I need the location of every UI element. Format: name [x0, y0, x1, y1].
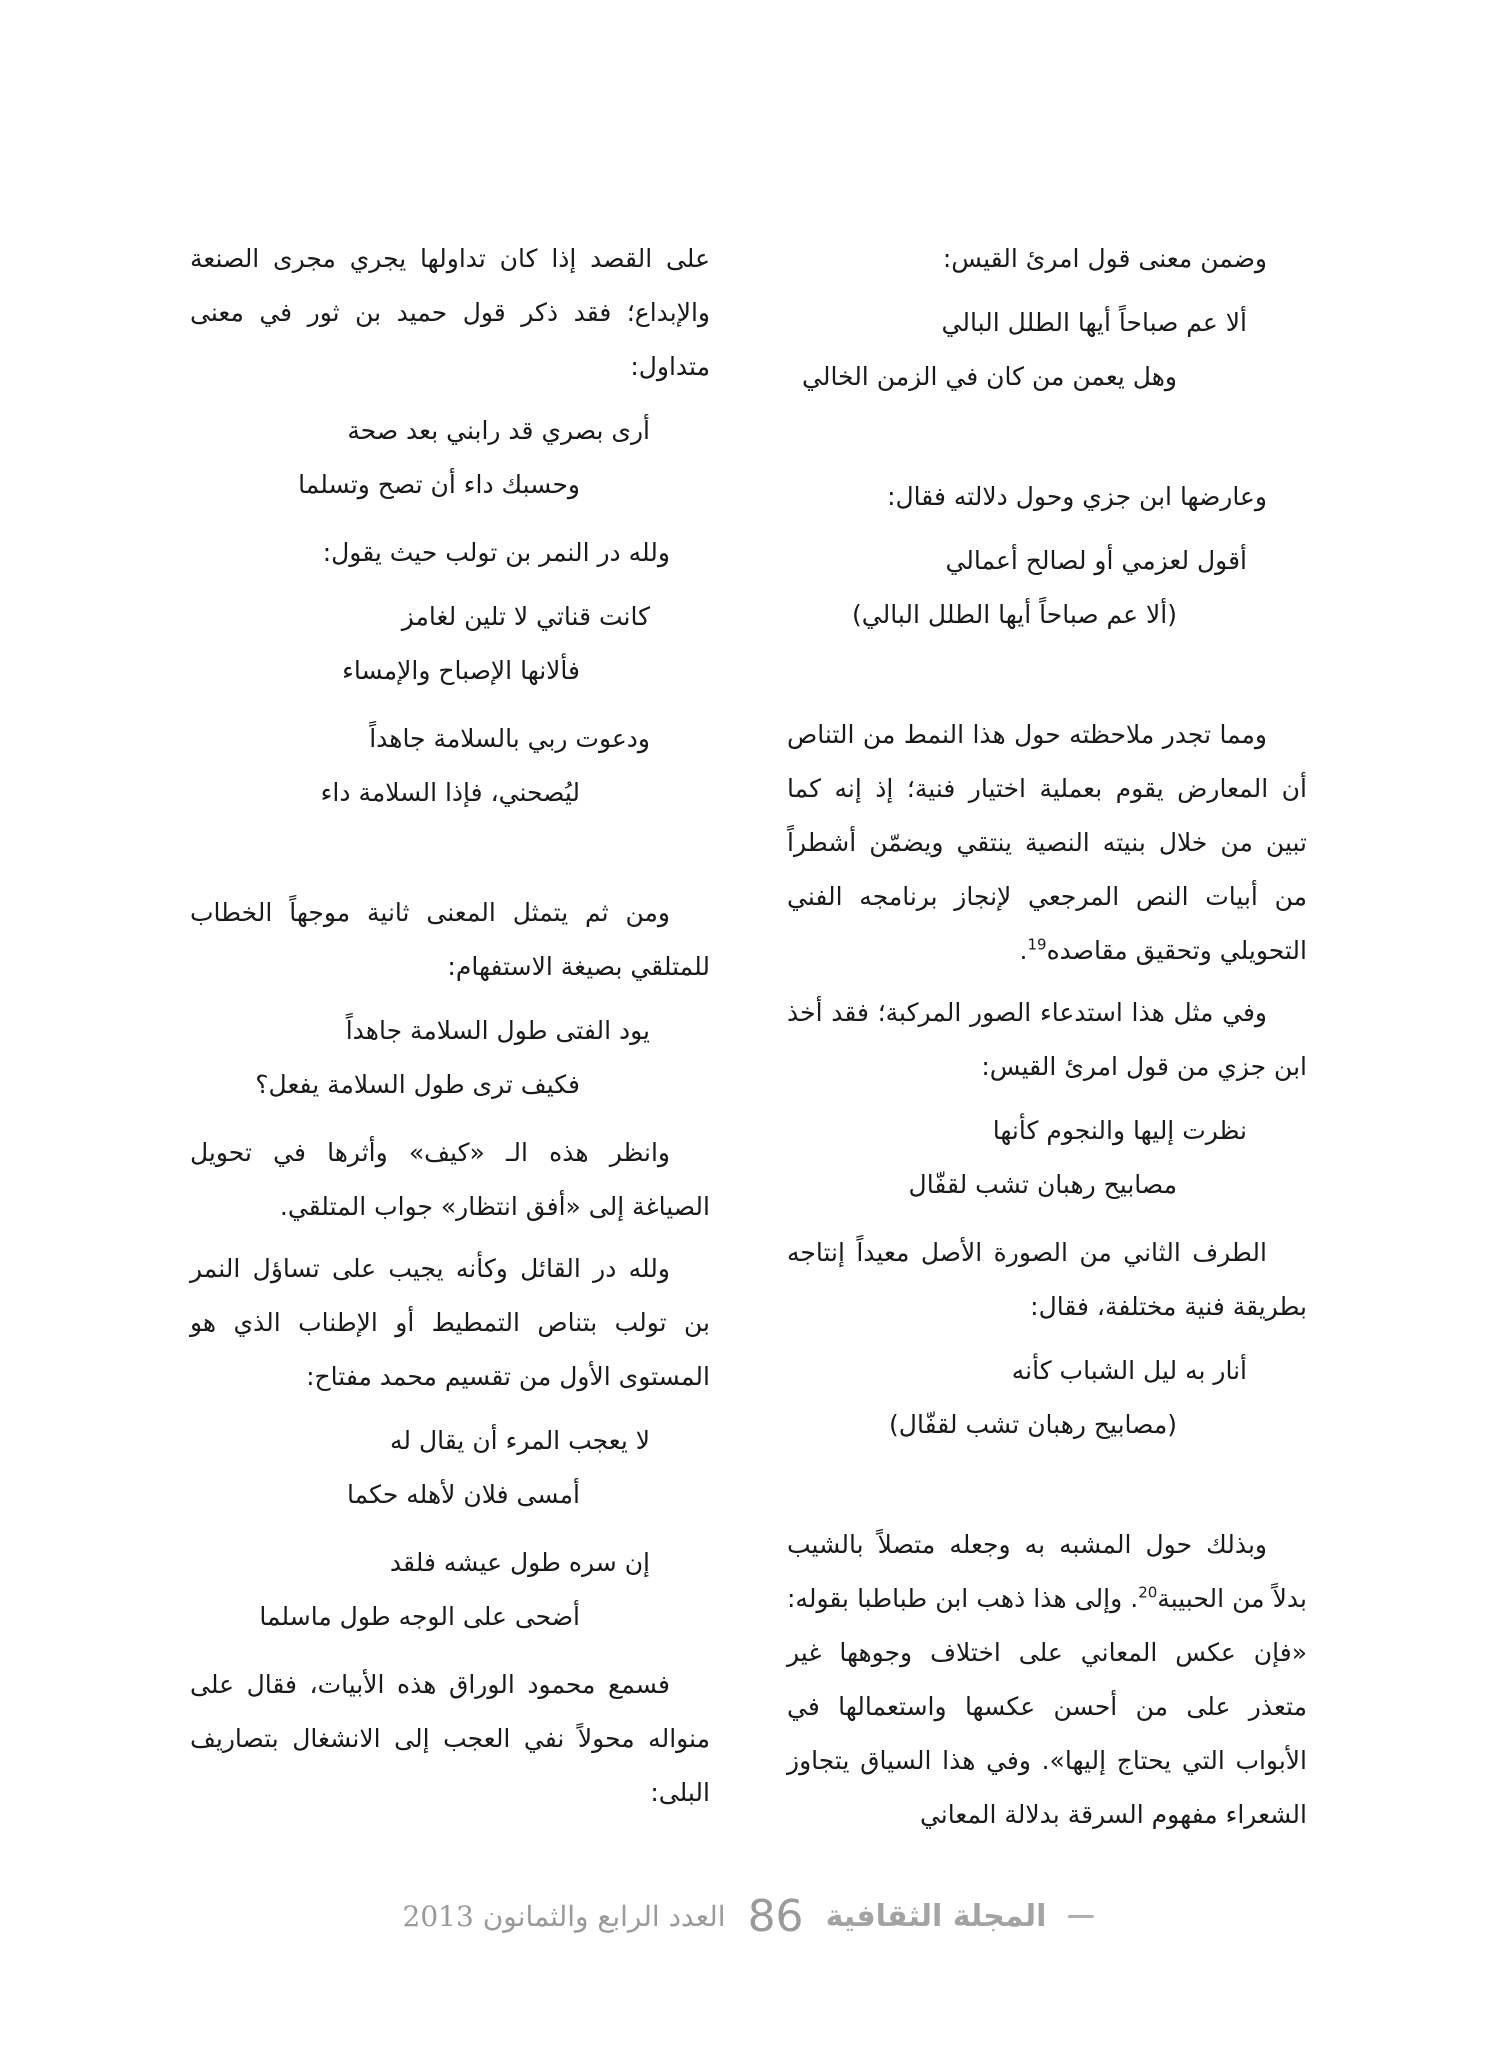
paragraph-end: .	[1019, 936, 1028, 965]
paragraph: وفي مثل هذا استدعاء الصور المركبة؛ فقد أخذ ابن جزي من قول امرئ القيس:	[787, 998, 1307, 1081]
verse-line: ودعوت ربي بالسلامة جاهداً	[369, 724, 650, 753]
footnote-ref: 20	[1138, 1583, 1158, 1602]
verse-line: إن سره طول عيشه فلقد	[389, 1548, 650, 1577]
paragraph-text: وبذلك حول المشبه به وجعله متصلاً بالشيب بدلاً من الحبيبة	[787, 1530, 1308, 1613]
verse-line: (مصابيح رهبان تشب لقفّال)	[889, 1410, 1177, 1439]
verse-line: أنار به ليل الشباب كأنه	[1011, 1356, 1247, 1385]
verse-line: ألا عم صباحاً أيها الطلل البالي	[941, 308, 1247, 337]
page-number: 86	[747, 1890, 804, 1942]
verse	[787, 296, 1307, 404]
paragraph-text: ومما تجدر ملاحظته حول هذا النمط من التناص أن المعارض يقوم بعملية اختيار فنية؛ إذ إنه كما تبين من خلال بنيته النصية ينتقي ويضمّن أشطراً من أبيات النص المرجعي لإنجاز برنامجه الفني التحويلي وتحقيق مقاصده	[787, 720, 1307, 965]
paragraph-text: . وإلى هذا ذهب ابن طباطبا بقوله: «فإن عكس المعاني على اختلاف وجوهها غير متعذر على من أحسن عكسها واستعمالها في الأبواب التي يحتاج إليها». وفي هذا السياق يتجاوز الشعراء مفهوم السرقة بدلالة المعاني	[787, 1584, 1307, 1829]
verse-line: كانت قناتي لا تلين لغامز	[401, 602, 650, 631]
verse-line: أضحى على الوجه طول ماسلما	[259, 1602, 580, 1631]
verse-line: يود الفتى طول السلامة جاهداً	[345, 1016, 650, 1045]
page-footer	[0, 1888, 1497, 1944]
verse-line: لا يعجب المرء أن يقال له	[390, 1426, 650, 1455]
verse	[190, 712, 710, 820]
verse	[190, 590, 710, 698]
paragraph	[787, 708, 1307, 978]
verse	[787, 1344, 1307, 1452]
paragraph	[787, 1518, 1307, 1842]
paragraph: الطرف الثاني من الصورة الأصل معيداً إنتاجه بطريقة فنية مختلفة، فقال:	[787, 1238, 1307, 1321]
verse-line: وهل يعمن من كان في الزمن الخالي	[801, 362, 1177, 391]
verse-line: (ألا عم صباحاً أيها الطلل البالي)	[852, 600, 1177, 629]
verse-line: أرى بصري قد رابني بعد صحة	[347, 416, 650, 445]
paragraph: على القصد إذا كان تداولها يجري مجرى الصنعة والإبداع؛ فقد ذكر قول حميد بن ثور في معنى متداول:	[190, 244, 710, 381]
verse	[190, 1536, 710, 1644]
verse-line: فكيف ترى طول السلامة يفعل؟	[255, 1070, 580, 1099]
verse-line: فألانها الإصباح والإمساء	[342, 656, 580, 685]
verse	[190, 1414, 710, 1522]
verse-line: ليُصحني، فإذا السلامة داء	[320, 778, 580, 807]
verse-line: نظرت إليها والنجوم كأنها	[992, 1116, 1247, 1145]
verse	[190, 404, 710, 512]
paragraph: وعارضها ابن جزي وحول دلالته فقال:	[887, 482, 1267, 511]
verse-line: أمسى فلان لأهله حكما	[347, 1480, 580, 1509]
footnote-ref: 19	[1027, 935, 1047, 954]
paragraph: ومن ثم يتمثل المعنى ثانية موجهاً الخطاب للمتلقي بصيغة الاستفهام:	[190, 898, 710, 981]
verse	[787, 534, 1307, 642]
verse-line: وحسبك داء أن تصح وتسلما	[298, 470, 580, 499]
paragraph: وانظر هذه الـ «كيف» وأثرها في تحويل الصياغة إلى «أفق انتظار» جواب المتلقي.	[190, 1138, 710, 1221]
left-column	[190, 232, 710, 1828]
paragraph: وضمن معنى قول امرئ القيس:	[942, 244, 1267, 273]
paragraph: فسمع محمود الوراق هذه الأبيات، فقال على منواله محولاً نفي العجب إلى الانشغال بتصاريف البلى:	[190, 1670, 710, 1807]
paragraph: ولله در القائل وكأنه يجيب على تساؤل النمر بن تولب بتناص التمطيط أو الإطناب الذي هو المستوى الأول من تقسيم محمد مفتاح:	[190, 1254, 710, 1391]
verse-line: مصابيح رهبان تشب لقفّال	[908, 1170, 1177, 1199]
ornament-icon	[1068, 1915, 1094, 1918]
issue-label: العدد الرابع والثمانون 2013	[402, 1899, 726, 1933]
paragraph: ولله در النمر بن تولب حيث يقول:	[322, 538, 670, 567]
verse	[190, 1004, 710, 1112]
right-column	[787, 232, 1307, 1850]
verse	[787, 1104, 1307, 1212]
verse-line: أقول لعزمي أو لصالح أعمالي	[945, 546, 1247, 575]
magazine-name: المجلة الثقافية	[825, 1898, 1047, 1934]
